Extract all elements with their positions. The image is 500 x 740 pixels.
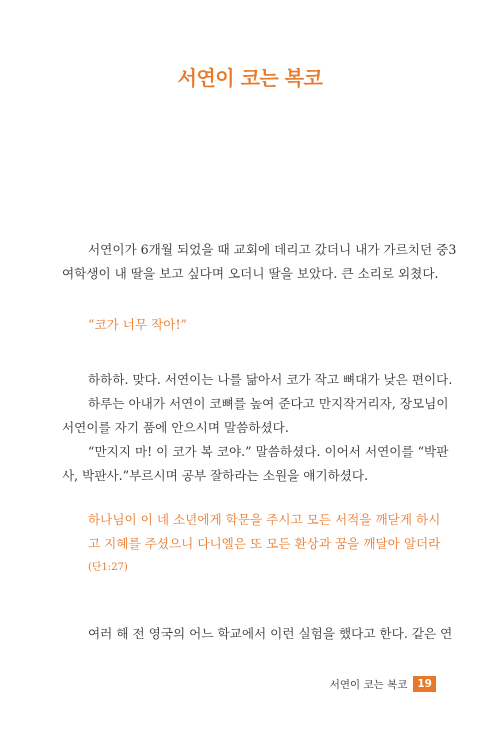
running-title: 서연이 코는 복코	[329, 678, 408, 691]
paragraph-1	[62, 238, 457, 286]
chapter-title: 서연이 코는 복코	[177, 66, 323, 90]
verse-reference: (단1:27)	[88, 562, 128, 573]
page-number: 19	[413, 676, 436, 692]
paragraph-line: 서연이가 6개월 되었을 때 교회에 데리고 갔더니 내가 가르치던 중3	[88, 242, 457, 257]
paragraph-line: 하루는 아내가 서연이 코뼈를 높여 준다고 만지작거리자, 장모님이	[88, 396, 449, 411]
paragraph-line: 하하하. 맞다. 서연이는 나를 닮아서 코가 작고 뼈대가 낮은 편이다.	[88, 372, 453, 387]
bible-verse	[88, 508, 441, 580]
page-footer	[330, 676, 436, 692]
verse-line: 하나님이 이 네 소년에게 학문을 주시고 모든 서적을 깨닫게 하시	[88, 512, 441, 527]
highlighted-quote: “코가 너무 작아!”	[88, 317, 187, 332]
paragraph-3	[62, 622, 453, 646]
paragraph-line: 서연이를 자기 품에 안으시며 말씀하셨다.	[62, 420, 289, 435]
paragraph-line: 여학생이 내 딸을 보고 싶다며 오더니 딸을 보았다. 큰 소리로 외쳤다.	[62, 266, 439, 281]
paragraph-line: 여러 해 전 영국의 어느 학교에서 이런 실험을 했다고 한다. 같은 연	[88, 626, 453, 641]
paragraph-line: “만지지 마! 이 코가 복 코야.” 말씀하셨다. 이어서 서연이를 “박판	[88, 444, 449, 459]
paragraph-2	[62, 368, 453, 488]
verse-line: 고 지혜를 주셨으니 다니엘은 또 모든 환상과 꿈을 깨달아 알더라	[88, 536, 441, 551]
paragraph-line: 사, 박판사.”부르시며 공부 잘하라는 소원을 얘기하셨다.	[62, 468, 369, 483]
